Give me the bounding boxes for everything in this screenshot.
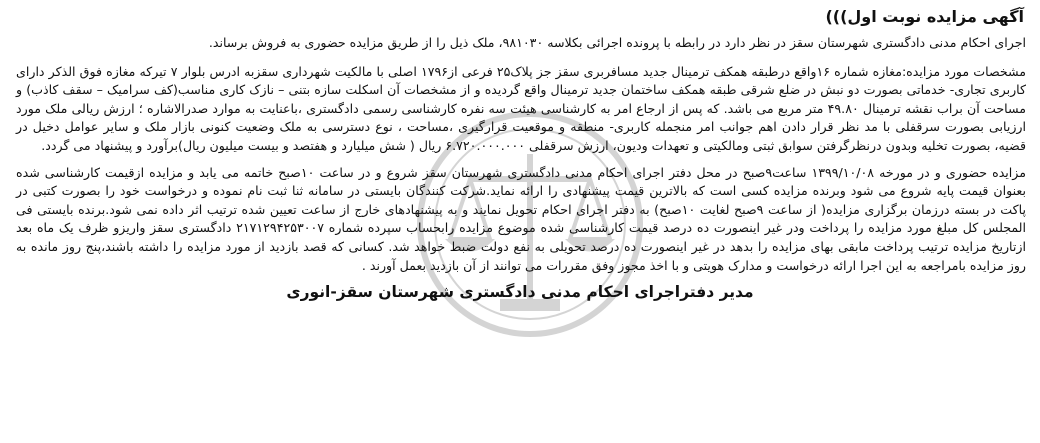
notice-page [10,4,1030,440]
intro-paragraph: اجرای احکام مدنی دادگستری شهرستان سقز در نظر دارد در رابطه با پرونده اجرائی بکلاسه ۹۸۱۰۳۰، ملک ذیل را از طریق مزایده حضوری به فروش برساند. [208,35,1026,50]
auction-terms-paragraph: مزایده حضوری و در مورخه ۱۳۹۹/۱۰/۰۸ ساعت۹صبح در محل دفتر اجرای احکام مدنی دادگستری شهرستان سقز شروع و در ساعت ۱۰صبح خاتمه می یابد و مزایده ازقیمت کارشناسی شده بعنوان قیمت پایه شروع می شود وبرنده مزایده کسی است که بالاترین قیمت پیشنهادی را ارائه نماید.شرکت کنندگان بایستی در سامانه ثنا ثبت نام نموده و درخواست خود را بصورت کتبی در پاکت در بسته درزمان برگزاری مزایده( از ساعت ۹صبح لغایت ۱۰صبح) به دفتر اجرای احکام تحویل نمایند و به پیشنهادهای خارج از ساعت تعیین شده ترتیب اثر داده نمی شود.برنده بایستی فی المجلس کل مبلغ مورد مزایده را پرداخت ودر غیر اینصورت ده درصد قیمت کارشناسی شده موضوع مزایده رابحساب سپرده شماره ۲۱۷۱۲۹۴۲۵۳۰۰۷ دادگستری سقز واریزو ظرف یک ماه بعد ازتاریخ مزایده ترتیب پرداخت مابقی بهای مزایده را بدهد در غیر اینصورت ده درصد تحویلی به نفع دولت ضبط خواهد شد. کسانی که قصد بازدید از مورد مزایده را داشته باشند،پنج روز مانده به روز مزایده بامراجعه به این اجرا ارائه درخواست و مدارک هویتی و با اخذ مجوز وفق مقررات می توانند از آن بازدید بعمل آورند . [16,164,1027,273]
notice-title: آگهی مزایده نوبت اول))) [825,7,1024,26]
signature-line: مدیر دفتراجرای احکام مدنی دادگستری شهرستان سقز-انوری [286,283,754,302]
specs-paragraph: مشخصات مورد مزایده:مغازه شماره ۱۶واقع درطبقه همکف ترمینال جدید مسافربری سقز جز پلاک۲۵ فرعی از۱۷۹۶ اصلی با مالکیت شهرداری سقزبه ادرس بلوار ۷ تیرکه مغازه فوق الذکر دارای کاربری تجاری- خدماتی بصورت دو نبش در ضلع شرقی طبقه همکف ساختمان جدید ترمینال واقع گردیده و از مشخصات آن اسکلت سازه بتنی – نازک کاری مناسب(کف سرامیک – سقف کاذب) و مساحت آن براب نقشه ترمینال ۴۹.۸۰ متر مربع می باشد. که پس از ارجاع امر به کارشناسی هیئت سه نفره کارشناسی رسمی دادگستری ،باعنایت به موارد صدرالاشاره ؛ ارزش ریالی ملک مورد ارزیابی بصورت سرقفلی با مد نظر قرار دادن اهم جوانب امر منجمله کاربری- منطقه و موقعیت قرارگیری ،مساحت ، نوع دسترسی به ملک وضعیت کنونی بازار ملک و سایر عوامل دخیل در قضیه، بصورت تخلیه وبدون درنظرگرفتن سوابق ثبتی ومالکیتی و تعهدات ودیون، ارزش سرقفلی ۶.۷۲۰.۰۰۰.۰۰۰ ریال ( شش میلیارد و هفتصد و بیست میلیون ریال)برآورد و پیشنهاد می گردد. [16,63,1026,153]
